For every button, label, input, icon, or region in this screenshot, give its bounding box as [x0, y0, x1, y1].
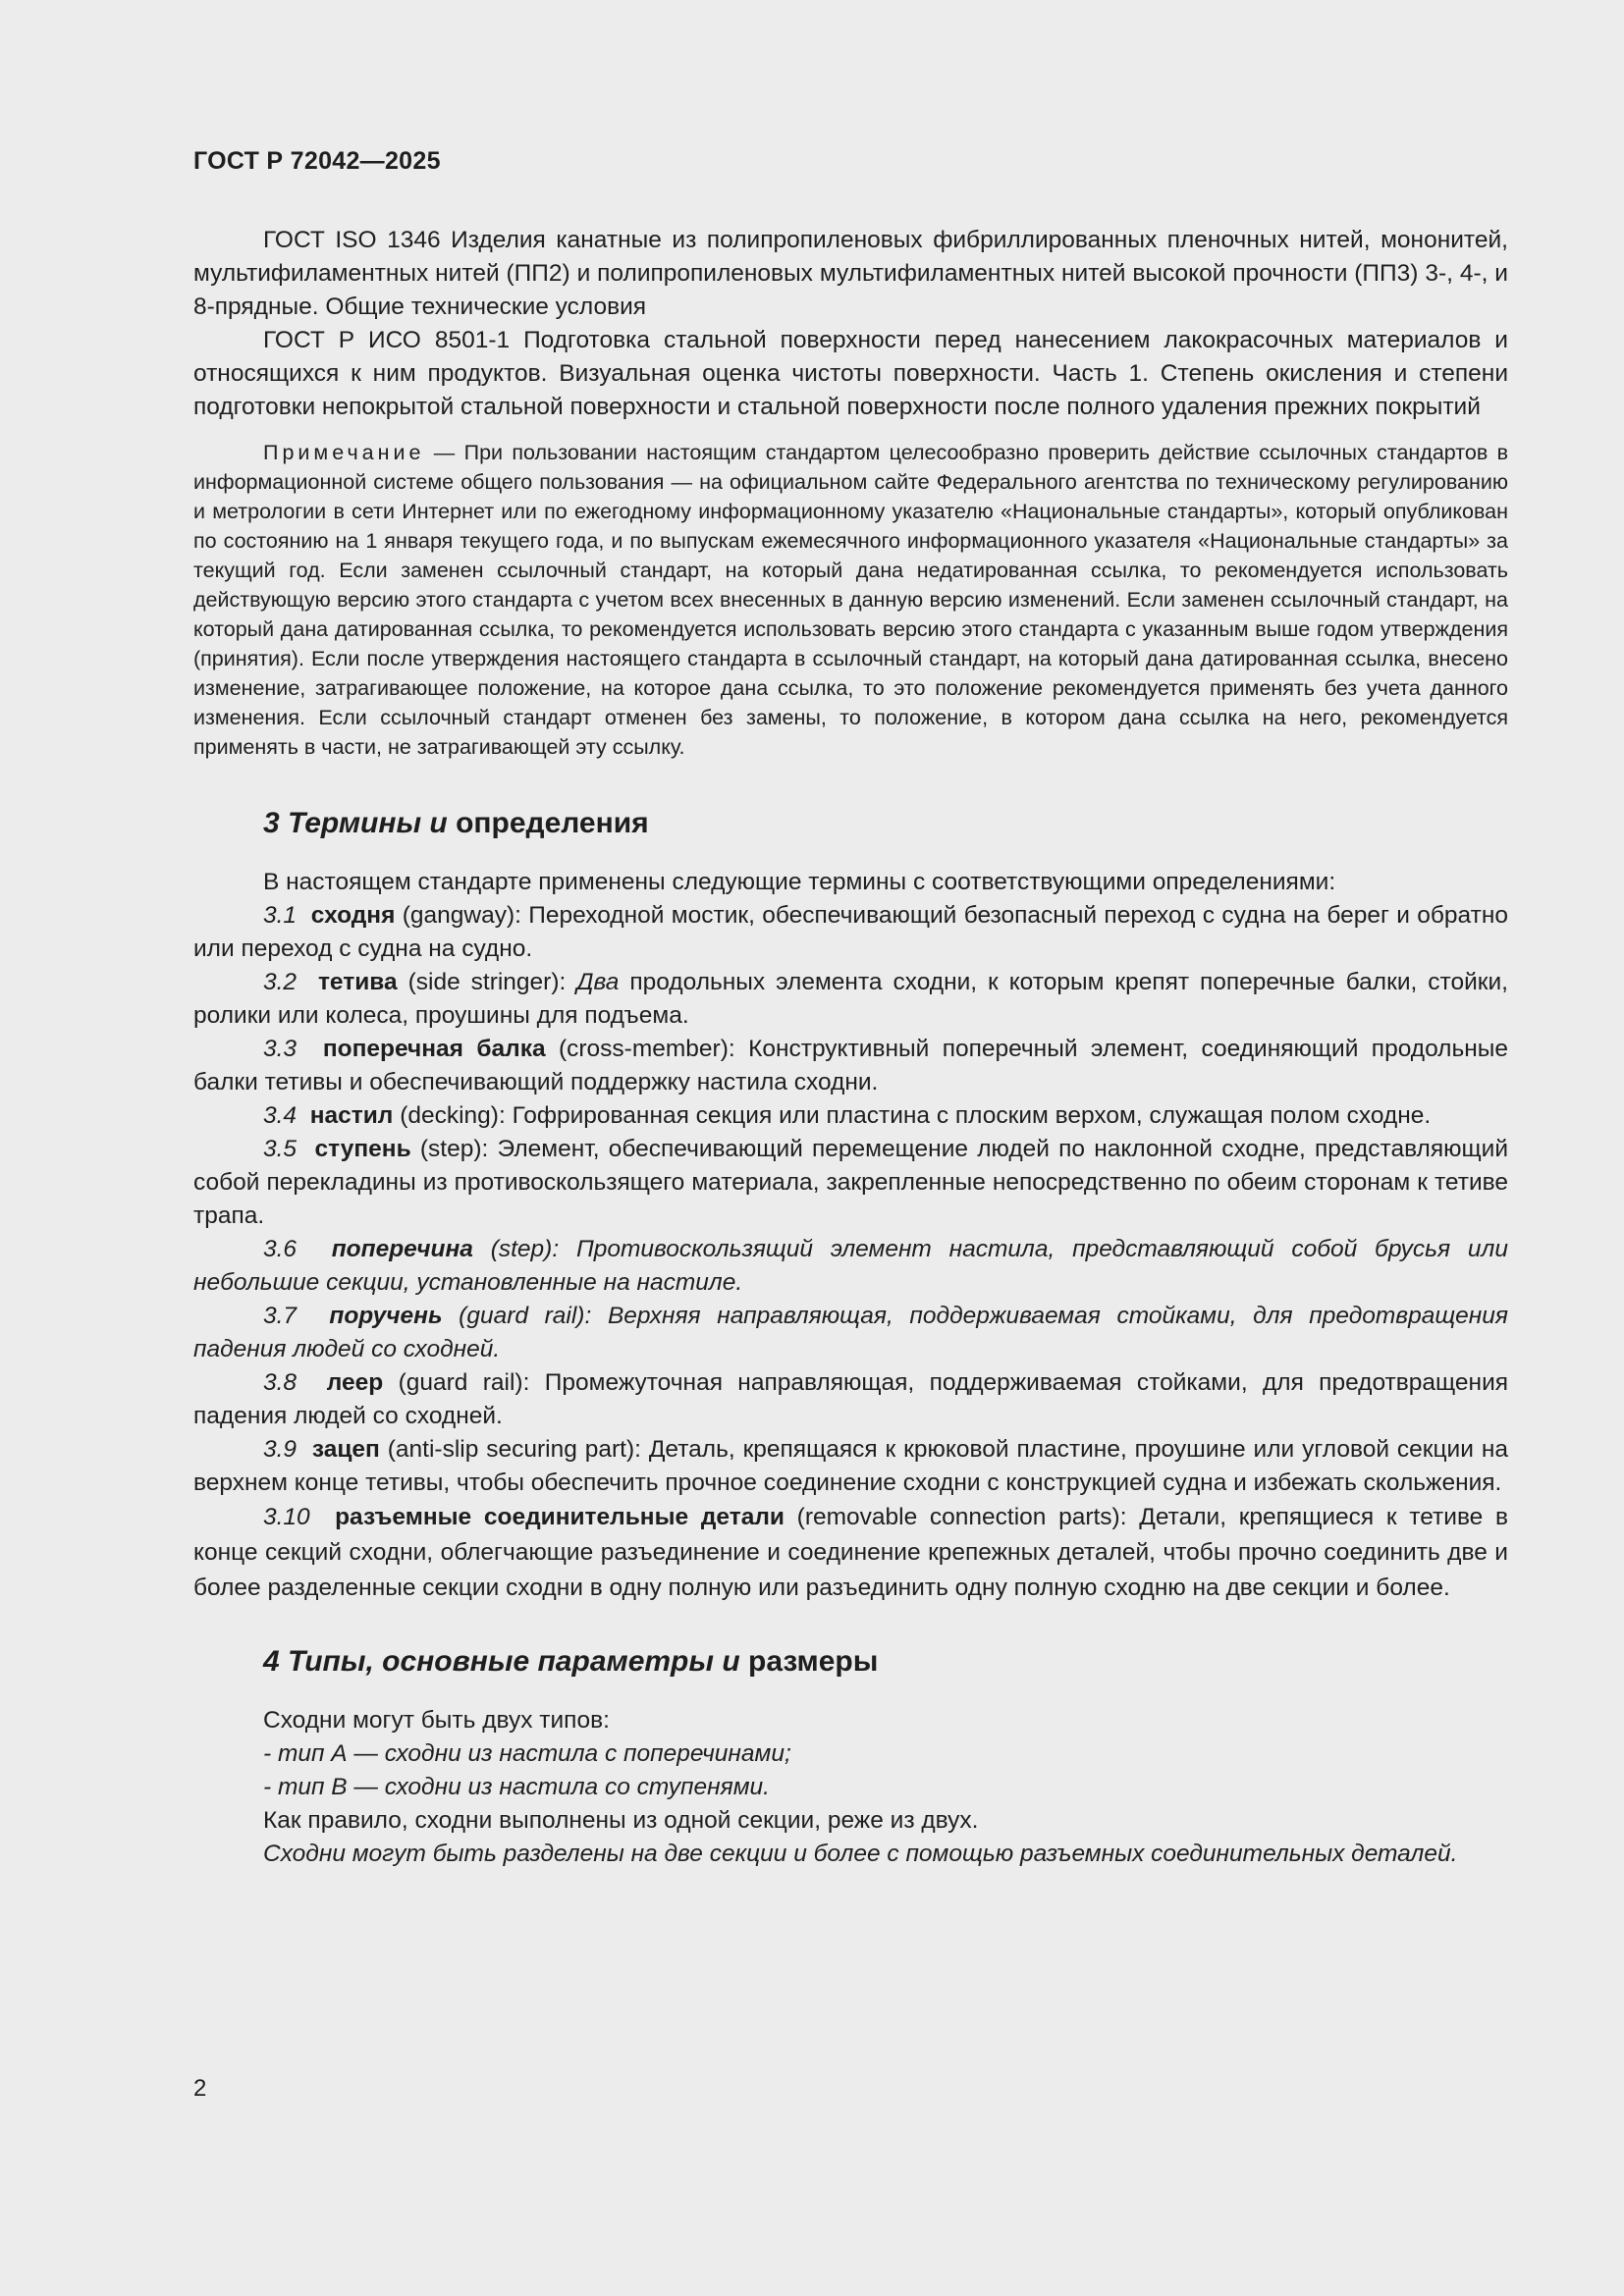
term-number: 3.10: [263, 1504, 310, 1530]
term-definition: Конструктивный поперечный элемент, соединяющий продольные балки тетивы и обеспечивающий поддержку настила сходни.: [193, 1036, 1508, 1095]
term-entry: [193, 1500, 1508, 1606]
term-definition: Промежуточная направляющая, поддерживаемая стойками, для предотвращения падения людей со сходней.: [193, 1369, 1509, 1429]
type-a-item: - тип А — сходни из настила с поперечинами;: [263, 1740, 791, 1767]
term-definition: Элемент, обеспечивающий перемещение людей по наклонной сходне, представляющий собой перекладины из противоскользящего материала, закрепленные непосредственно по обеим сторонам к тетиве трапа.: [193, 1136, 1508, 1229]
term-number: 3.2: [263, 969, 298, 995]
term-number: 3.7: [263, 1303, 298, 1329]
term-definition: Противоскользящий элемент настила, представляющий собой брусья или небольшие секции, установленные на настиле.: [193, 1236, 1508, 1296]
term-entry: [193, 899, 1508, 966]
term-name: тетива: [317, 969, 398, 995]
term-entry: [193, 1133, 1508, 1233]
term-number: 3.1: [263, 902, 298, 929]
term-name: зацеп: [311, 1436, 380, 1463]
page-number: 2: [193, 2075, 207, 2102]
term-english: (side stringer):: [407, 969, 567, 995]
type-b-item: - тип В — сходни из настила со ступенями.: [263, 1774, 770, 1800]
term-english: (cross-member):: [558, 1036, 735, 1062]
term-name: поперечная балка: [322, 1036, 546, 1062]
term-english: (decking):: [400, 1102, 506, 1129]
reference-gost-iso-1346: ГОСТ ISO 1346 Изделия канатные из полипропиленовых фибриллированных пленочных нитей, мононитей, мультифиламентных нитей (ПП2) и полипропиленовых мультифиламентных нитей высокой прочности (ПП3) 3-, 4-, и 8-прядные. Общие технические условия: [193, 227, 1508, 320]
section-3-heading: [263, 807, 1508, 840]
term-name: разъемные соединительные детали: [335, 1504, 785, 1530]
document-header: ГОСТ Р 72042—2025: [193, 147, 441, 175]
term-name: ступень: [314, 1136, 411, 1162]
term-english: (guard rail):: [398, 1369, 530, 1396]
section-3-intro: В настоящем стандарте применены следующие термины с соответствующими определениями:: [263, 869, 1336, 895]
term-definition: продольных элемента сходни, к которым крепят поперечные балки, стойки, ролики или колеса, проушины для подъема.: [193, 969, 1508, 1029]
term-entry: [193, 1366, 1508, 1433]
page-content: [193, 224, 1508, 1871]
note-label: Примечание: [263, 441, 425, 464]
term-definition-italic: Два: [576, 969, 620, 995]
term-number: 3.5: [263, 1136, 298, 1162]
term-definition: Детали, крепящиеся к тетиве в конце секций сходни, облегчающие разъединение и соединение крепежных деталей, чтобы прочно соединить две и более разделенные секции сходни в одну полную или разъединить одну полную сходню на две секции и более.: [193, 1504, 1509, 1601]
term-entry: [193, 1300, 1508, 1366]
reference-gost-r-iso-8501-1: ГОСТ Р ИСО 8501-1 Подготовка стальной поверхности перед нанесением лакокрасочных материалов и относящихся к ним продуктов. Визуальная оценка чистоты поверхности. Часть 1. Степень окисления и степени подготовки непокрытой стальной поверхности и стальной поверхности после полного удаления прежних покрытий: [193, 327, 1508, 420]
term-definition: Деталь, крепящаяся к крюковой пластине, проушине или угловой секции на верхнем конце тетивы, чтобы обеспечить прочное соединение сходни с конструкцией судна и избежать скольжения.: [193, 1436, 1508, 1496]
term-english: (gangway):: [402, 902, 521, 929]
term-english: (step):: [419, 1136, 489, 1162]
term-number: 3.3: [263, 1036, 298, 1062]
section-4-heading: [263, 1645, 1508, 1679]
term-entry: [193, 1099, 1508, 1133]
term-entry: [193, 966, 1508, 1033]
section-4-line: Сходни могут быть двух типов:: [263, 1707, 610, 1734]
term-english: (removable connection parts):: [796, 1504, 1127, 1530]
note-text: — При пользовании настоящим стандартом целесообразно проверить действие ссылочных стандартов в информационной системе общего пользования — на официальном сайте Федерального агентства по техническому регулированию и метрологии в сети Интернет или по ежегодному информационному указателю «Национальные стандарты», который опубликован по состоянию на 1 января текущего года, и по выпускам ежемесячного информационного указателя «Национальные стандарты» за текущий год. Если заменен ссылочный стандарт, на который дана недатированная ссылка, то рекомендуется использовать действующую версию этого стандарта с учетом всех внесенных в данную версию изменений. Если заменен ссылочный стандарт, на который дана датированная ссылка, то рекомендуется использовать версию этого стандарта с указанным выше годом утверждения (принятия). Если после утверждения настоящего стандарта в ссылочный стандарт, на который дана датированная ссылка, внесено изменение, затрагивающее положение, на которое дана ссылка, то это положение рекомендуется применять без учета данного изменения. Если ссылочный стандарт отменен без замены, то положение, в котором дана ссылка на него, рекомендуется применять в части, не затрагивающей эту ссылку.: [193, 441, 1508, 759]
term-number: 3.6: [263, 1236, 298, 1262]
term-definition: Переходной мостик, обеспечивающий безопасный переход с судна на берег и обратно или переход с судна на судно.: [193, 902, 1509, 962]
section-4-heading-italic: 4 Типы, основные параметры и: [263, 1645, 740, 1678]
term-english: (anti-slip securing part):: [387, 1436, 641, 1463]
term-name: леер: [326, 1369, 384, 1396]
term-entry: [193, 1233, 1508, 1300]
term-entry: [193, 1033, 1508, 1099]
term-definition: Верхняя направляющая, поддерживаемая стойками, для предотвращения падения людей со сходней.: [193, 1303, 1509, 1362]
term-english: (guard rail):: [459, 1303, 592, 1329]
term-number: 3.8: [263, 1369, 298, 1396]
section-3-heading-rest: определения: [456, 807, 649, 839]
note-paragraph: [193, 438, 1508, 762]
term-name: настил: [309, 1102, 394, 1129]
term-number: 3.9: [263, 1436, 298, 1463]
term-entry: [193, 1433, 1508, 1500]
term-number: 3.4: [263, 1102, 298, 1129]
section-4-line: Сходни могут быть разделены на две секции и более с помощью разъемных соединительных деталей.: [263, 1841, 1458, 1867]
term-name: поручень: [329, 1303, 443, 1329]
term-definition: Гофрированная секция или пластина с плоским верхом, служащая полом сходне.: [512, 1102, 1432, 1129]
section-4-heading-rest: размеры: [748, 1645, 879, 1678]
section-4-line: Как правило, сходни выполнены из одной секции, реже из двух.: [263, 1807, 979, 1834]
term-name: сходня: [310, 902, 396, 929]
term-name: поперечина: [331, 1236, 473, 1262]
term-english: (step):: [490, 1236, 560, 1262]
section-3-heading-italic: 3 Термины и: [263, 807, 448, 839]
